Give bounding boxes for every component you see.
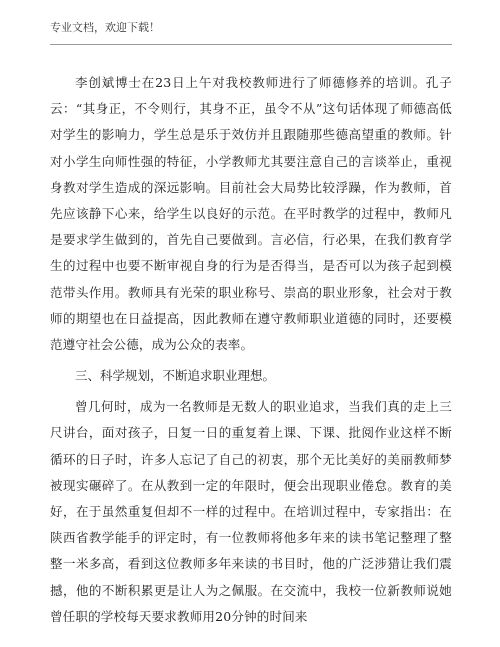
- page-header: 专业文档，欢迎下载！: [50, 21, 160, 34]
- paragraph-career-ideals: 曾几何时，成为一名教师是无数人的职业追求，当我们真的走上三尺讲台，面对孩子，日复一日的重复着上课、下课、批阅作业这样不断循环的日子时，许多人忘记了自己的初衷，那个无比美好的美丽教师梦被现实碾碎了。在从教到一定的年限时，便会出现职业倦怠。教育的美好，在于虽然重复但却不一样的过程中。在培训过程中，专家指出：在陕西省教学能手的评定时，有一位教师将他多年来的读书笔记整理了整整一米多高，看到这位教师多年来读的书目时，他的广泛涉猎让我们震撼，他的不断积累更是让人为之佩服。在交流中，我校一位新教师说她曾任职的学校每天要求教师用20分钟的时间来: [50, 399, 452, 624]
- paragraph-teacher-ethics-training: 李创斌博士在23日上午对我校教师进行了师德修养的培训。孔子云：“其身正，不令则行，其身不正，虽令不从”这句话体现了师德高低对学生的影响力，学生总是乐于效仿并且跟随那些德高望重的教师。针对小学生向师性强的特征，小学教师尤其要注意自己的言谈举止，重视身教对学生造成的深远影响。目前社会大局势比较浮躁，作为教师，首先应该静下心来，给学生以良好的示范。在平时教学的过程中，教师凡是要求学生做到的，首先自己要做到。言必信，行必果，在我们教育学生的过程中也要不断审视自身的行为是否得当，是否可以为孩子起到模范带头作用。教师具有光荣的职业称号、崇高的职业形象，社会对于教师的期望也在日益提高，因此教师在遵守教师职业道德的同时，还要模范遵守社会公德，成为公众的表率。: [50, 75, 452, 353]
- header-divider: [50, 44, 452, 45]
- section-heading-3: 三、科学规划，不断追求职业理想。: [75, 368, 276, 384]
- document-body: [50, 70, 452, 635]
